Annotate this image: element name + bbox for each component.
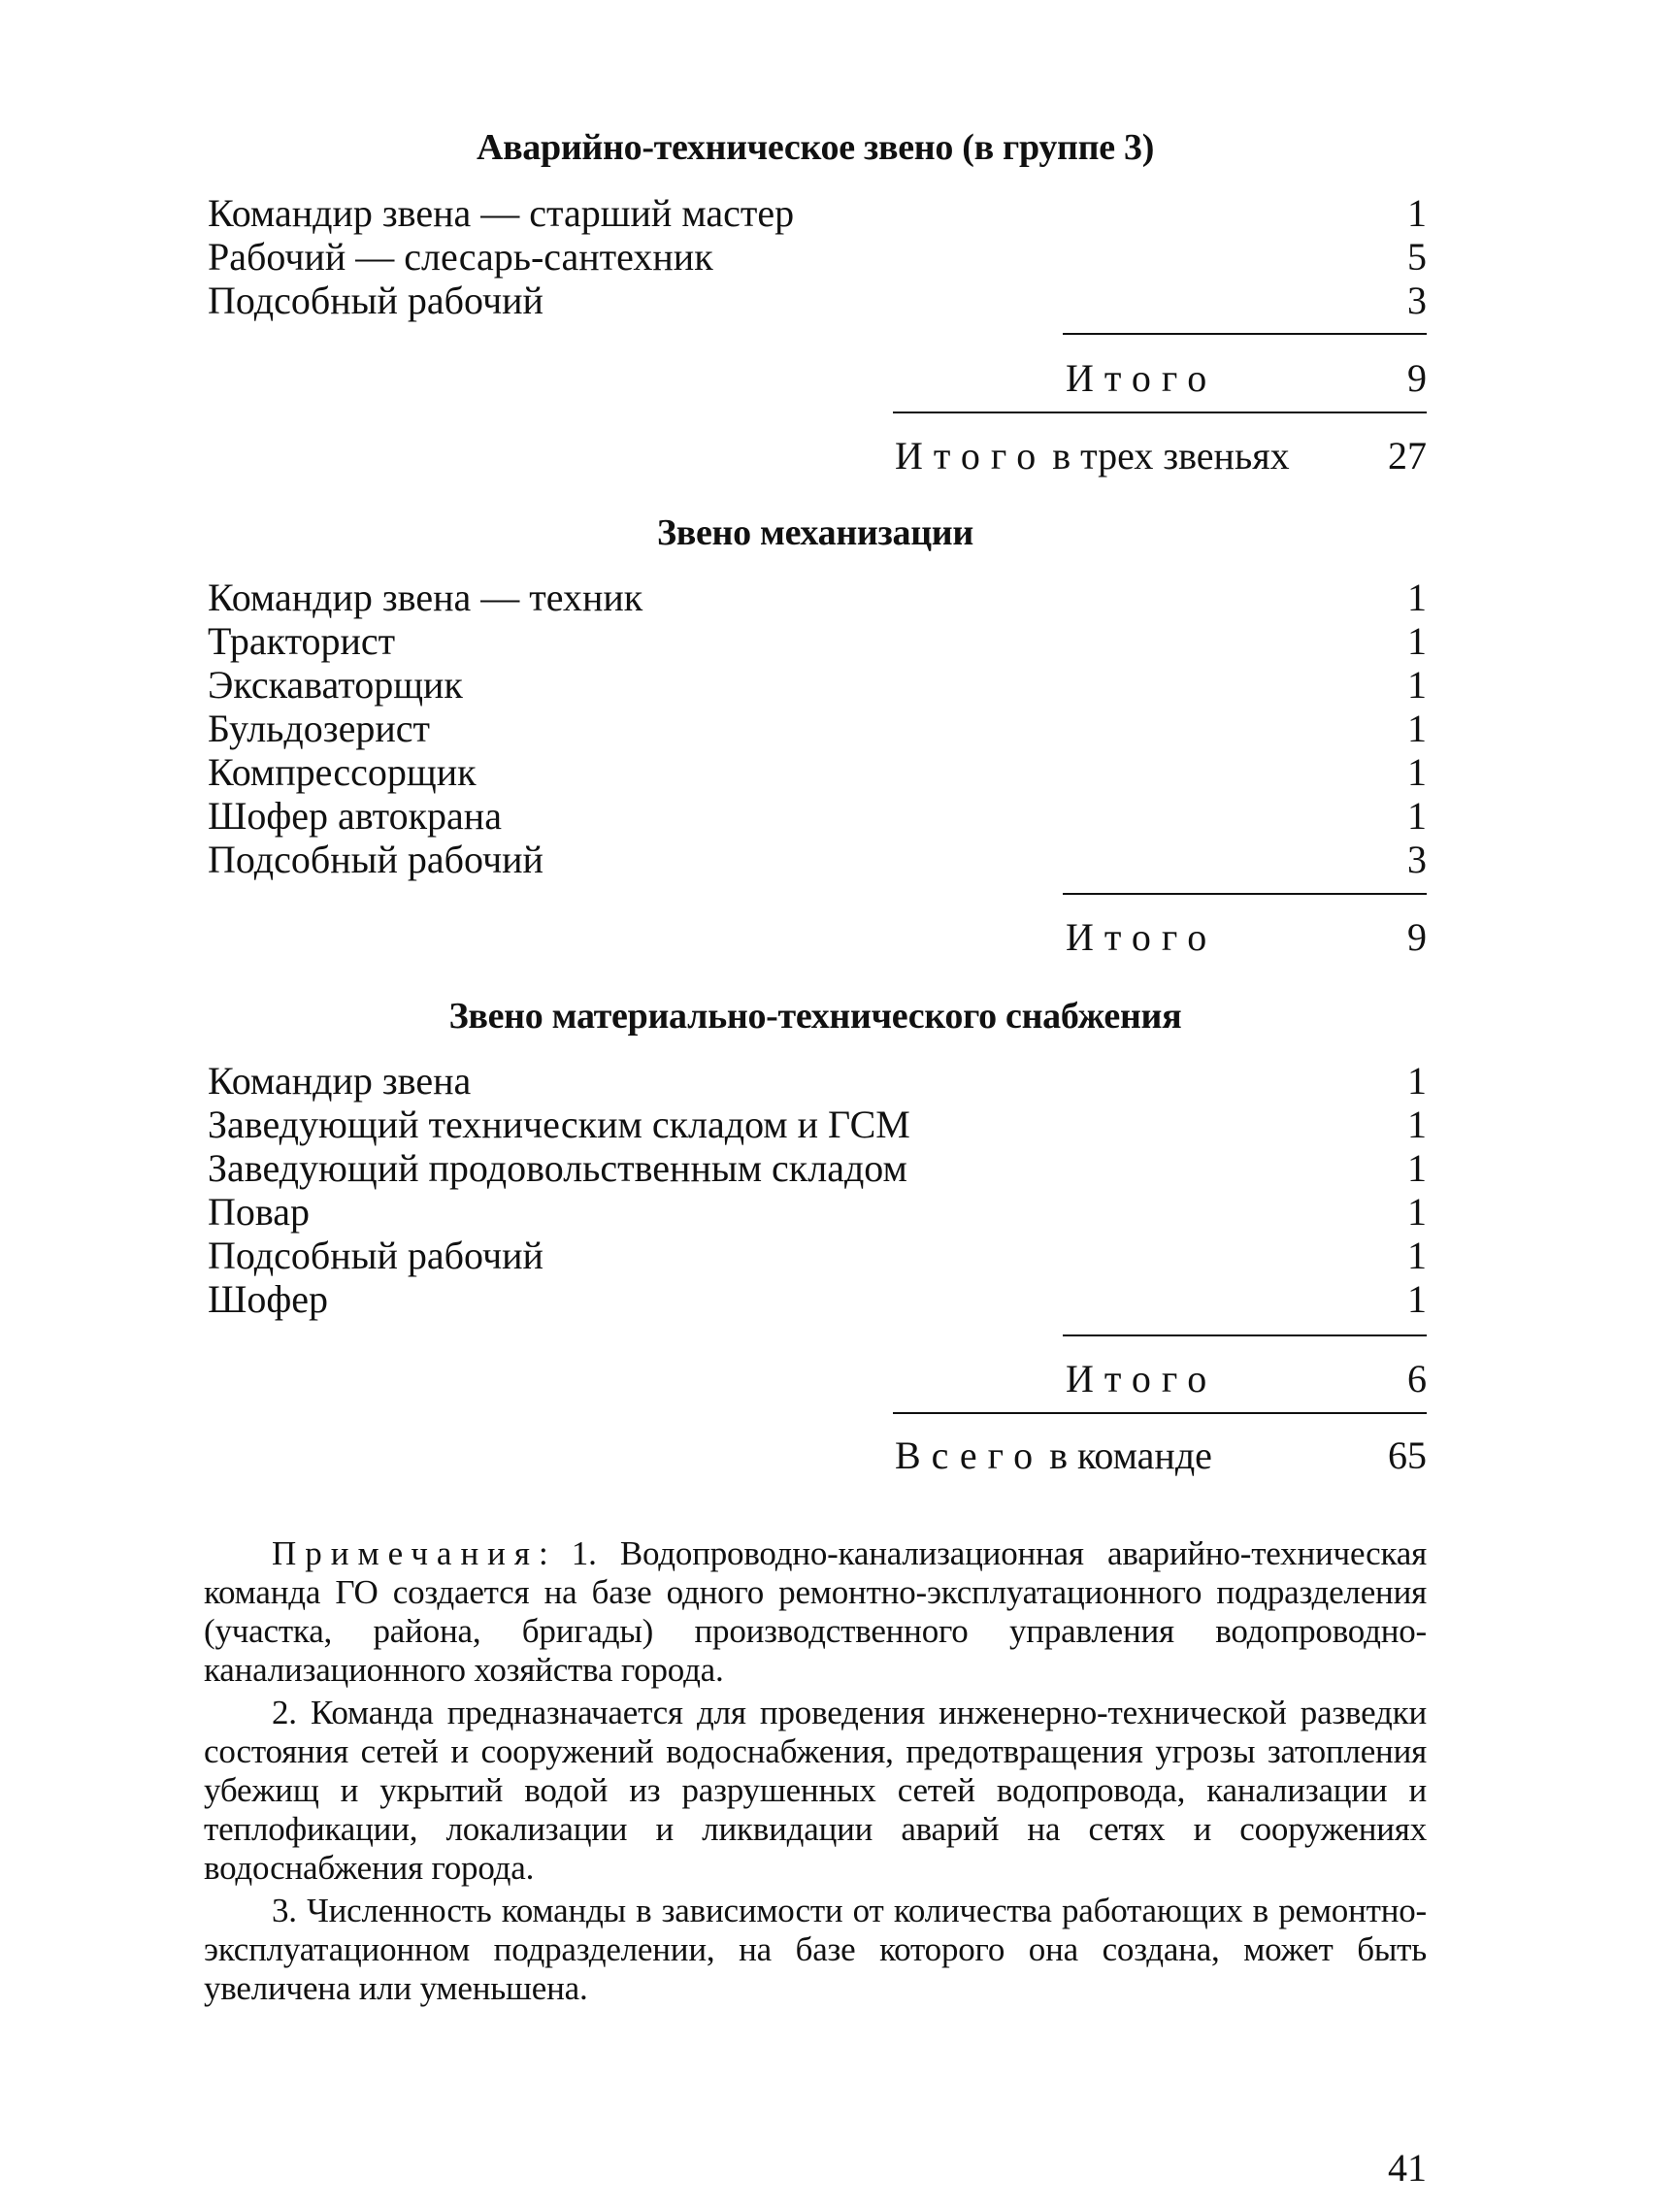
row-count: 1 (1407, 1103, 1427, 1146)
row-count: 1 (1407, 750, 1427, 794)
three-units-total-rest: в трех звеньях (1052, 434, 1290, 478)
table-row (204, 664, 1427, 707)
table-row (204, 839, 1427, 881)
subtotal-value: 6 (1407, 1357, 1427, 1400)
table-row (204, 1060, 1427, 1103)
row-label: Экскаваторщик (208, 663, 463, 707)
row-label: Повар (208, 1190, 310, 1234)
table-row (204, 576, 1427, 619)
notes-block (204, 1534, 1427, 2012)
section-title-mechanization: Звено механизации (657, 512, 973, 553)
team-total-rest: в команде (1049, 1433, 1212, 1477)
section-title-emergency: Аварийно-техническое звено (в группе 3) (476, 127, 1155, 168)
page-number: 41 (1388, 2146, 1427, 2190)
row-label: Командир звена — старший мастер (208, 191, 795, 235)
document-page (204, 0, 1427, 2207)
team-total-spaced: Всего (895, 1433, 1044, 1477)
note-paragraph-1 (204, 1534, 1427, 1690)
table-row (204, 751, 1427, 794)
note-paragraph-3: 3. Численность команды в зависимости от количества работающих в ремонтно-эксплуатационном подразделении, на базе которого она создана, может быть увеличена или уменьшена. (204, 1892, 1427, 2007)
row-label: Командир звена — техник (208, 576, 643, 619)
row-count: 1 (1407, 1059, 1427, 1103)
section-title-supply: Звено материально-технического снабжения (448, 996, 1182, 1037)
row-count: 1 (1407, 707, 1427, 750)
subtotal-rule (1063, 1334, 1427, 1336)
note-paragraph-2: 2. Команда предназначается для проведения инженерно-технической разведки состояния сетей и сооружений водоснабжения, предотвращения угрозы затопления убежищ и укрытий водой из разрушенных сетей водопровода, канализации и теплофикации, локализации и ликвидации аварий на сетях и сооружениях водоснабжения города. (204, 1694, 1427, 1887)
row-count: 1 (1407, 1146, 1427, 1190)
table-row (204, 1278, 1427, 1321)
table-row (204, 192, 1427, 235)
table-row (204, 236, 1427, 279)
row-label: Компрессорщик (208, 750, 477, 794)
three-units-total-label (895, 435, 1290, 478)
row-label: Шофер автокрана (208, 794, 502, 838)
row-label: Командир звена (208, 1059, 472, 1103)
table-row (204, 1191, 1427, 1234)
grand-total-rule (893, 1412, 1427, 1414)
subtotal-rule (1063, 893, 1427, 895)
row-count: 3 (1407, 838, 1427, 881)
row-label: Бульдозерист (208, 707, 430, 750)
team-total-label (895, 1434, 1212, 1477)
row-label: Подсобный рабочий (208, 838, 544, 881)
table-row (204, 280, 1427, 322)
team-total-value: 65 (1388, 1433, 1427, 1477)
row-count: 1 (1407, 191, 1427, 235)
subtotal-rule (1063, 333, 1427, 335)
subtotal-label: Итого (1066, 915, 1218, 959)
three-units-total-value: 27 (1388, 434, 1427, 478)
table-row (204, 1147, 1427, 1190)
row-label: Подсобный рабочий (208, 279, 544, 322)
row-label: Шофер (208, 1277, 329, 1321)
row-count: 1 (1407, 663, 1427, 707)
table-row (204, 795, 1427, 838)
subtotal-value: 9 (1407, 356, 1427, 400)
table-row (204, 1104, 1427, 1146)
notes-heading: Примечания (272, 1534, 540, 1572)
table-row (204, 1235, 1427, 1277)
row-count: 1 (1407, 576, 1427, 619)
row-label: Рабочий — слесарь-сантехник (208, 235, 713, 279)
row-label: Тракторист (208, 619, 396, 663)
table-row (204, 708, 1427, 750)
subtotal-label: Итого (1066, 1357, 1218, 1400)
row-count: 3 (1407, 279, 1427, 322)
three-units-total-spaced: Итого (895, 434, 1047, 478)
note-text-1: : 1. Водопроводно-канализационная аварийно-техническая команда ГО создается на базе одного ремонтно-эксплуатационного подразделения (участка, района, бригады) производственного управления водопроводно-канализационного хозяйства города. (204, 1534, 1427, 1689)
row-count: 1 (1407, 619, 1427, 663)
subtotal-value: 9 (1407, 915, 1427, 959)
row-count: 1 (1407, 1277, 1427, 1321)
row-count: 1 (1407, 794, 1427, 838)
table-row (204, 620, 1427, 663)
row-count: 1 (1407, 1190, 1427, 1234)
subtotal-label: Итого (1066, 356, 1218, 400)
row-label: Подсобный рабочий (208, 1234, 544, 1277)
row-label: Заведующий техническим складом и ГСМ (208, 1103, 910, 1146)
row-label: Заведующий продовольственным складом (208, 1146, 907, 1190)
grand-total-rule (893, 412, 1427, 413)
row-count: 1 (1407, 1234, 1427, 1277)
row-count: 5 (1407, 235, 1427, 279)
